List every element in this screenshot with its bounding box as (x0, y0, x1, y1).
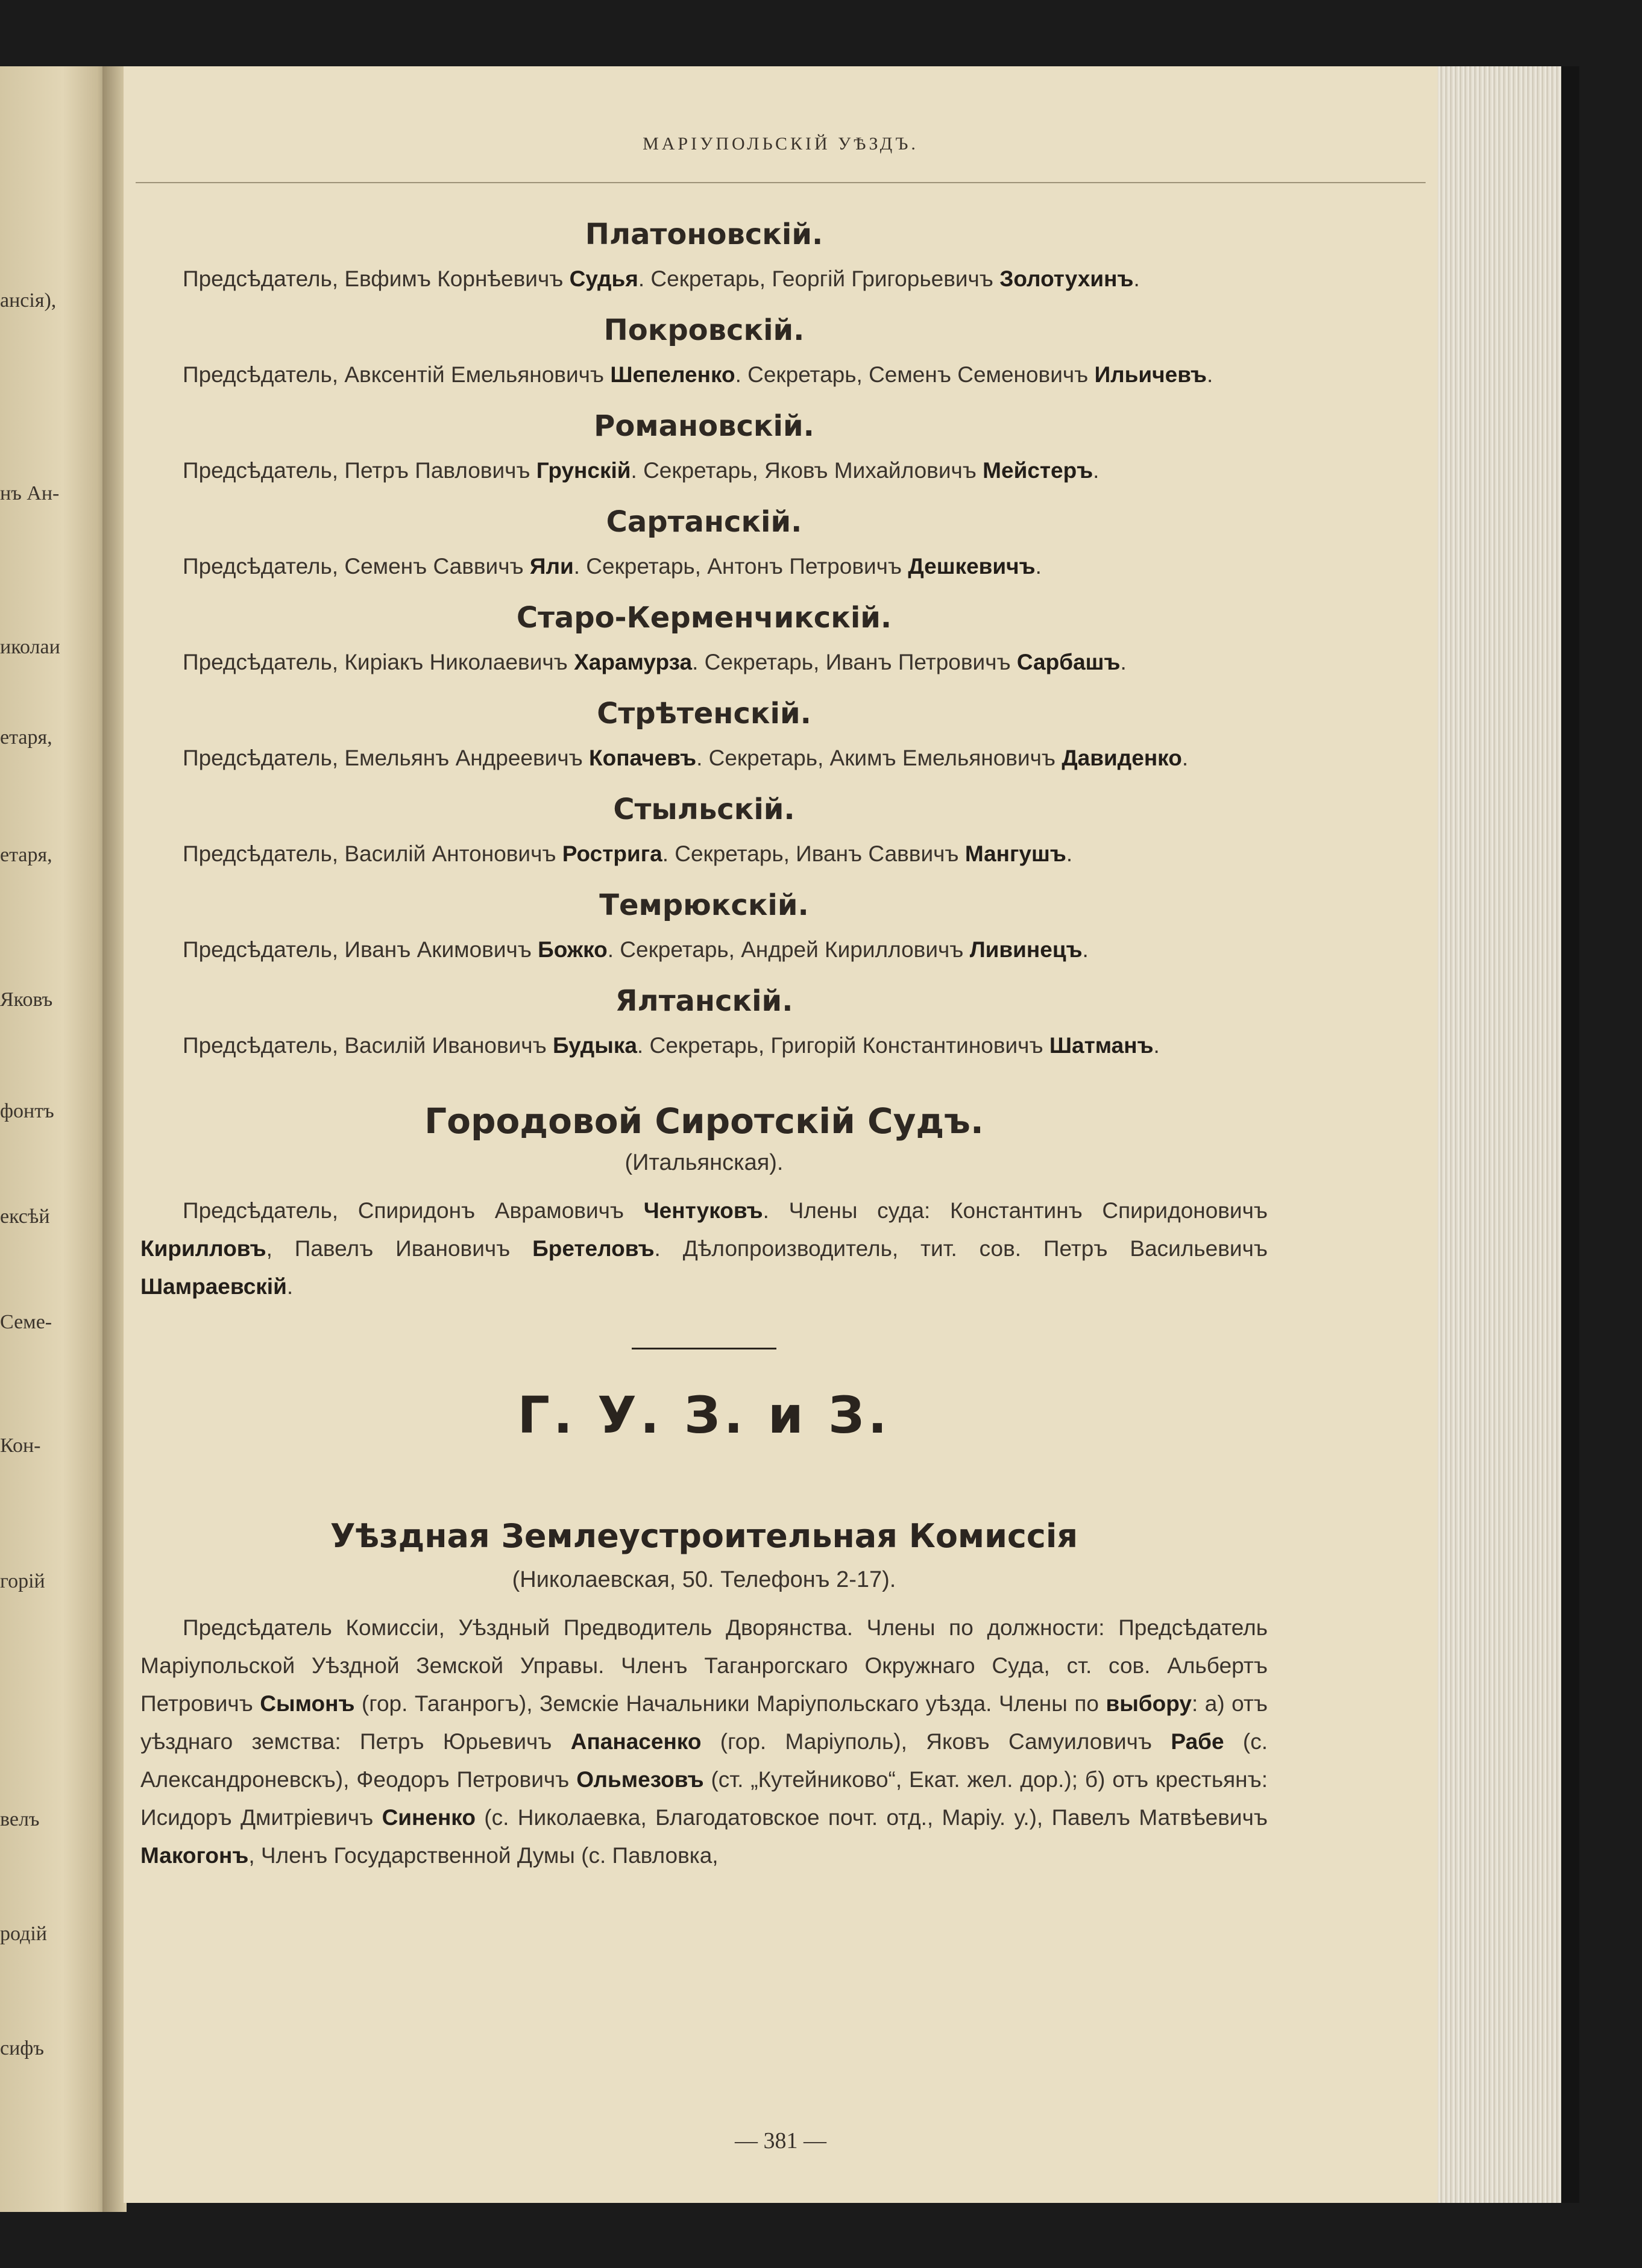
text: (гор. Маріуполь), Яковъ Самуиловичъ (701, 1729, 1171, 1754)
text: Предсѣдатель, Киріакъ Николаевичъ (183, 650, 574, 674)
name-bold: Судья (569, 266, 638, 291)
text: (ст. „Кутейниково“, Екат. жел. дор.); б) отъ крестьянъ: Исидоръ Дмитріевичъ (140, 1767, 1268, 1830)
volost-paragraph (140, 931, 1268, 969)
text: Предсѣдатель, Евфимъ Корнѣевичъ (183, 266, 570, 291)
name-bold: Кирилловъ (140, 1236, 266, 1261)
text: . Секретарь, Акимъ Емельяновичъ (696, 746, 1062, 770)
name-bold: Макогонъ (140, 1843, 249, 1868)
text: Предсѣдатель, Емельянъ Андреевичъ (183, 746, 590, 770)
volost-heading: Темрюкскій. (599, 888, 809, 922)
volost-heading: Стыльскій. (613, 793, 795, 826)
commission-paragraph (140, 1609, 1268, 1874)
name-bold: выбору (1106, 1691, 1192, 1716)
margin-fragment: Кон- (0, 1434, 41, 1457)
margin-fragment: ексѣй (0, 1205, 50, 1228)
commission-address: (Николаевская, 50. Телефонъ 2-17). (512, 1567, 896, 1592)
text: . (1082, 937, 1089, 962)
volost-boards (140, 218, 1268, 1064)
volost-paragraph (140, 260, 1268, 298)
text: . (1035, 554, 1042, 579)
volost-heading: Покровскій. (603, 313, 805, 347)
name-bold: Сымонъ (260, 1691, 355, 1716)
margin-fragment: етаря, (0, 844, 52, 866)
text: . (1133, 266, 1140, 291)
text: , Членъ Государственной Думы (с. Павловка, (248, 1843, 719, 1868)
name-bold: Мангушъ (964, 841, 1066, 866)
text: . Секретарь, Георгій Григорьевичъ (638, 266, 1000, 291)
volost-paragraph (140, 835, 1268, 873)
margin-fragment: сифъ (0, 2037, 44, 2059)
name-bold: Шатманъ (1049, 1033, 1154, 1058)
name-bold: Мейстеръ (983, 458, 1093, 483)
name-bold: Будыка (552, 1033, 637, 1058)
margin-fragment: етаря, (0, 726, 52, 749)
text: . (1207, 362, 1213, 387)
orphan-court-paragraph (140, 1192, 1268, 1305)
previous-page-edge (0, 66, 115, 2212)
page-number: — 381 — (735, 2128, 826, 2153)
volost-paragraph (140, 739, 1268, 777)
margin-fragment: горій (0, 1570, 45, 1592)
volost-heading: Сартанскій. (606, 505, 802, 539)
orphan-court-address: (Итальянская). (624, 1150, 784, 1175)
book-page (124, 66, 1438, 2203)
volost-paragraph (140, 356, 1268, 394)
name-bold: Чентуковъ (643, 1198, 763, 1223)
margin-fragment: Яковъ (0, 988, 53, 1011)
name-bold: Копачевъ (589, 746, 697, 770)
volost-heading: Романовскій. (594, 409, 814, 443)
name-bold: Сарбашъ (1016, 650, 1121, 674)
text: . Секретарь, Иванъ Петровичъ (692, 650, 1017, 674)
text: . Члены суда: Константинъ Спиридоновичъ (763, 1198, 1268, 1223)
name-bold: Ливинецъ (969, 937, 1083, 962)
commission-heading: Уѣздная Землеустроительная Комиссія (330, 1517, 1078, 1555)
margin-fragment: велъ (0, 1808, 40, 1830)
running-head: МАРІУПОЛЬСКІЙ УѢЗДЪ. (643, 134, 919, 154)
text: . Дѣлопроизводитель, тит. сов. Петръ Васильевичъ (654, 1236, 1268, 1261)
name-bold: Рострига (562, 841, 662, 866)
text: , Павелъ Ивановичъ (266, 1236, 533, 1261)
volost-paragraph (140, 1026, 1268, 1064)
name-bold: Апанасенко (570, 1729, 702, 1754)
name-bold: Рабе (1171, 1729, 1224, 1754)
name-bold: Давиденко (1062, 746, 1182, 770)
text: (с. Александроневскъ), Феодоръ Петровичъ (140, 1729, 1268, 1792)
name-bold: Божко (538, 937, 608, 962)
text: Предсѣдатель, Иванъ Акимовичъ (183, 937, 538, 962)
text: . (1066, 841, 1073, 866)
text: Предсѣдатель, Семенъ Саввичъ (183, 554, 530, 579)
margin-fragment: фонтъ (0, 1100, 54, 1122)
text: . (286, 1274, 294, 1299)
text: Предсѣдатель, Василій Антоновичъ (183, 841, 562, 866)
volost-heading: Стрѣтенскій. (597, 697, 811, 730)
volost-heading: Старо-Керменчикскій. (516, 601, 892, 635)
text: (с. Николаевка, Благодатовское почт. отд., Маріу. у.), Павелъ Матвѣевичъ (475, 1805, 1268, 1830)
volost-paragraph (140, 451, 1268, 489)
volost-heading: Ялтанскій. (615, 984, 793, 1018)
text: . Секретарь, Яковъ Михайловичъ (631, 458, 983, 483)
text: Предсѣдатель, Василій Ивановичъ (183, 1033, 553, 1058)
guz-title: Г. У. З. и З. (517, 1386, 891, 1445)
name-bold: Шепеленко (610, 362, 735, 387)
margin-fragment: Семе- (0, 1311, 52, 1333)
name-bold: Бретеловъ (532, 1236, 655, 1261)
name-bold: Грунскій (536, 458, 631, 483)
margin-fragment: родій (0, 1923, 47, 1945)
name-bold: Синенко (382, 1805, 476, 1830)
page-stack-edge (1438, 66, 1579, 2203)
name-bold: Ольмезовъ (576, 1767, 704, 1792)
text: Предсѣдатель, Петръ Павловичъ (183, 458, 536, 483)
volost-paragraph (140, 643, 1268, 681)
header-rule (136, 182, 1426, 183)
name-bold: Дешкевичъ (908, 554, 1036, 579)
book-gutter (102, 66, 127, 2212)
section-divider (632, 1348, 776, 1349)
margin-fragment: иколаи (0, 636, 60, 658)
text: (гор. Таганрогъ), Земскіе Начальники Маріупольскаго уѣзда. Члены по (354, 1691, 1106, 1716)
margin-fragment: ансія), (0, 289, 57, 312)
text: Предсѣдатель Комиссіи, Уѣздный Предводитель Дворянства. Члены по должности: Предсѣдатель Маріупольской Уѣздной Земской Управы. Членъ Таганрогскаго Окружнаго Суда, ст. сов. Альбертъ Петровичъ (140, 1615, 1268, 1716)
text: : а) отъ уѣзднаго земства: Петръ Юрьевичъ (140, 1691, 1268, 1754)
volost-paragraph (140, 547, 1268, 585)
text: . Секретарь, Иванъ Саввичъ (662, 841, 965, 866)
name-bold: Шамраевскій (140, 1274, 287, 1299)
text: . Секретарь, Семенъ Семеновичъ (735, 362, 1095, 387)
text: . (1181, 746, 1189, 770)
text: . Секретарь, Андрей Кирилловичъ (607, 937, 970, 962)
text: . Секретарь, Григорій Константиновичъ (637, 1033, 1049, 1058)
name-bold: Яли (529, 554, 574, 579)
text: . Секретарь, Антонъ Петровичъ (573, 554, 908, 579)
text: . (1120, 650, 1127, 674)
text: . (1153, 1033, 1160, 1058)
name-bold: Золотухинъ (999, 266, 1134, 291)
orphan-court-heading: Городовой Сиротскій Судъ. (424, 1101, 984, 1142)
text: . (1093, 458, 1099, 483)
text: Предсѣдатель, Авксентій Емельяновичъ (183, 362, 611, 387)
page-body (140, 202, 1268, 1874)
volost-heading: Платоновскій. (585, 218, 823, 251)
name-bold: Ильичевъ (1094, 362, 1207, 387)
margin-fragment: нъ Ан- (0, 482, 60, 504)
name-bold: Харамурза (574, 650, 693, 674)
text: Предсѣдатель, Спиридонъ Аврамовичъ (183, 1198, 644, 1223)
